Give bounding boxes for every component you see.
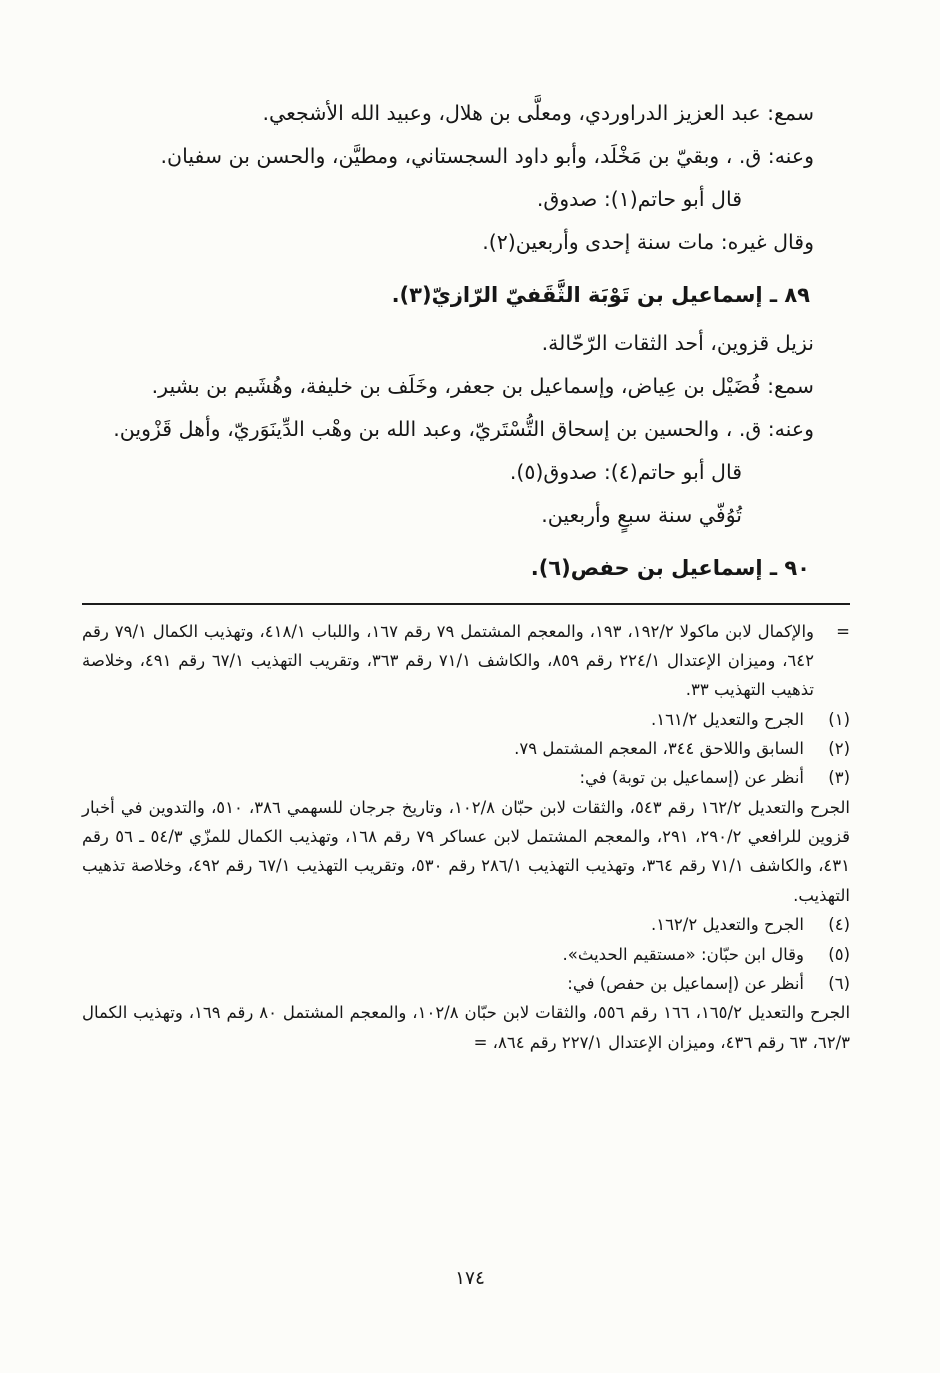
body-paragraph-qal-abu-hatim: قال أبو حاتم(١): صدوق. (536, 186, 742, 211)
footnote-continuation-text: والإكمال لابن ماكولا ١٩٢/٢، ١٩٣، والمعجم المشتمل ٧٩ رقم ١٦٧، واللباب ٤١٨/١، وتهذيب الكمال ٧٩/١ رقم ٦٤٢، وميزان الإعتدال ٢٢٤/١ رقم ٨٥٩، والكاشف ٧١/١ رقم ٣٦٣، وتقريب التهذيب ٦٧/١ رقم ٤٩١، وخلاصة تذهيب التهذيب ٣٣. (82, 621, 815, 700)
footnote-item-3 (82, 763, 850, 792)
body-paragraph-qal-abu-hatim-2: قال أبو حاتم(٤): صدوق(٥). (509, 459, 742, 484)
footnote-item-6 (82, 969, 850, 998)
footnote-marker-6: (٦) (828, 973, 850, 993)
body-paragraph-wa3anhu-2: وعنه: ق. ، والحسين بن إسحاق التُّسْتَريّ، وعبد الله بن وهْب الدِّينَوَريّ، وأهل قَزْوين. (113, 416, 814, 441)
footnote-text-3: أنظر عن (إسماعيل بن توبة) في: (579, 768, 804, 788)
footnote-continuation (82, 617, 850, 705)
footnote-item-4 (82, 910, 850, 939)
footnote-text-1: الجرح والتعديل ١٦١/٢. (650, 709, 804, 729)
footnote-marker-1: (١) (828, 709, 850, 729)
body-paragraph-nazil: نزيل قزوين، أحد الثقات الرّحّالة. (541, 330, 814, 355)
footnote-marker-5: (٥) (828, 944, 850, 964)
continuation-equals-marker: = (836, 621, 850, 641)
body-paragraph-wa3anhu: وعنه: ق. ، وبقيّ بن مَخْلَد، وأبو داود السجستاني، ومطيَّن، والحسن بن سفيان. (160, 143, 814, 168)
footnote-item-5 (82, 940, 850, 969)
entry-heading-90: ٩٠ ـ إسماعيل بن حفص(٦). (530, 555, 810, 580)
body-paragraph-sami3a-2: سمع: فُضَيْل بن عِياض، وإسماعيل بن جعفر، وخَلَف بن خليفة، وهُشَيم بن بشير. (151, 373, 814, 398)
footnote-marker-4: (٤) (828, 915, 850, 935)
main-text-block (0, 0, 940, 589)
page-footer (0, 1268, 940, 1289)
footnote-separator (82, 603, 850, 605)
body-paragraph-sami3a: سمع: عبد العزيز الدراوردي، ومعلَّى بن هلال، وعبيد الله الأشجعي. (262, 101, 814, 125)
footnote-marker-3: (٣) (828, 768, 850, 788)
body-paragraph-tuwuffiya: تُوُفّي سنة سبعٍ وأربعين. (541, 502, 742, 527)
footnote-body-3: الجرح والتعديل ١٦٢/٢ رقم ٥٤٣، والثقات لابن حبّان ١٠٢/٨، وتاريخ جرجان للسهمي ٣٨٦، ٥١٠، والتدوين في أخبار قزوين للرافعي ٢٩٠/٢، ٢٩١، والمعجم المشتمل لابن عساكر ٧٩ رقم ١٦٨، وتهذيب الكمال للمزّي ٥٤/٣ ـ ٥٦ رقم ٤٣١، والكاشف ٧١/١ رقم ٣٦٤، وتهذيب التهذيب ٢٨٦/١ رقم ٥٣٠، وتقريب التهذيب ٦٧/١ رقم ٤٩٢، وخلاصة تذهيب التهذيب. (82, 797, 851, 905)
footnote-text-6: أنظر عن (إسماعيل بن حفص) في: (567, 973, 804, 993)
footnote-body-6: الجرح والتعديل ١٦٥/٢، ١٦٦ رقم ٥٥٦، والثقات لابن حبّان ١٠٢/٨، والمعجم المشتمل ٨٠ رقم ١٦٩، وتهذيب الكمال ٦٢/٣، ٦٣ رقم ٤٣٦، وميزان الإعتدال ٢٢٧/١ رقم ٨٦٤، = (82, 1003, 851, 1052)
footnote-text-5: وقال ابن حبّان: «مستقيم الحديث». (562, 944, 804, 964)
body-paragraph-qal-ghayruh: وقال غيره: مات سنة إحدى وأربعين(٢). (482, 229, 814, 254)
footnote-item-2 (82, 734, 850, 763)
footnote-text-2: السابق واللاحق ٣٤٤، المعجم المشتمل ٧٩. (514, 739, 804, 759)
footnotes-section (0, 617, 940, 1057)
page-number: ١٧٤ (455, 1268, 485, 1289)
entry-heading-89: ٨٩ ـ إسماعيل بن تَوْبَة الثَّقَفيّ الرّازيّ(٣). (391, 282, 810, 307)
footnote-marker-2: (٢) (828, 739, 850, 759)
footnote-item-1 (82, 705, 850, 734)
footnote-text-4: الجرح والتعديل ١٦٢/٢. (650, 915, 804, 935)
